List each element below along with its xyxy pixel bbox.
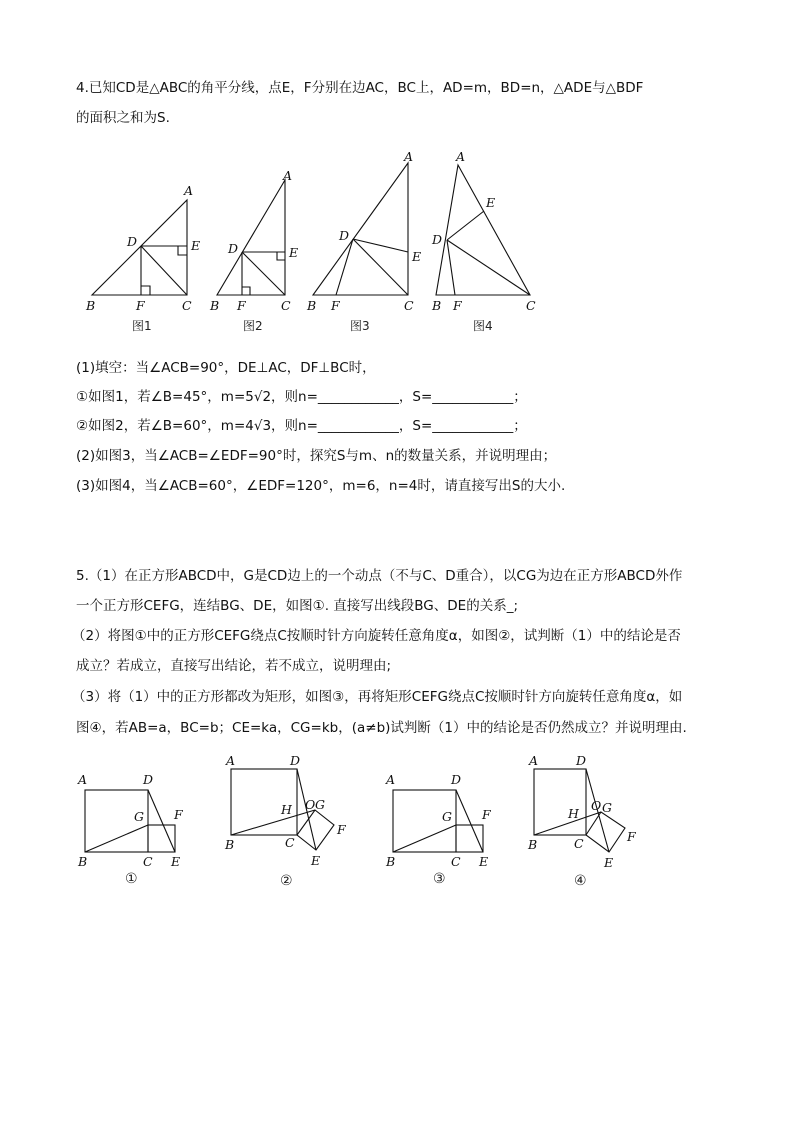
label-c: C bbox=[285, 835, 295, 850]
q4-figure-4 bbox=[428, 145, 553, 340]
label-d: D bbox=[339, 228, 350, 243]
label-e: E bbox=[289, 245, 299, 260]
q4-stem-line1: 4.已知CD是△ABC的角平分线，点E，F分别在边AC，BC上，AD=m，BD=n，△ADE与△BDF bbox=[76, 80, 644, 96]
figure-caption-4: 图4 bbox=[473, 319, 493, 333]
square-cefg bbox=[456, 825, 483, 852]
label-e: E bbox=[191, 238, 201, 253]
q5-line6: 图④，若AB=a，BC=b；CE=ka，CG=kb，(a≠b)试判断（1）中的结论是否仍然成立？并说明理由. bbox=[76, 720, 687, 736]
segment-bg bbox=[393, 825, 456, 852]
right-angle-mark-f bbox=[141, 286, 150, 295]
label-b: B bbox=[86, 298, 96, 313]
figure-caption-1: 图1 bbox=[132, 319, 152, 333]
label-f: F bbox=[174, 807, 183, 822]
label-b: B bbox=[432, 298, 442, 313]
label-d: D bbox=[127, 234, 138, 249]
label-d: D bbox=[432, 232, 443, 247]
segment-bg bbox=[85, 825, 148, 852]
segment-dc bbox=[242, 252, 285, 295]
figure-caption-4: ④ bbox=[574, 873, 587, 889]
right-angle-mark-e bbox=[277, 252, 285, 260]
triangle-abc bbox=[92, 200, 187, 295]
label-a: A bbox=[78, 772, 88, 787]
q4-part1a: ①如图1，若∠B=45°，m=5√2，则n=____________，S=____________； bbox=[76, 389, 527, 405]
label-b: B bbox=[78, 854, 88, 869]
q5-figure-2 bbox=[220, 752, 360, 892]
q4-figure-1 bbox=[80, 180, 210, 340]
segment-dc bbox=[141, 246, 187, 295]
label-e: E bbox=[604, 855, 614, 870]
label-o: O bbox=[591, 798, 602, 813]
label-d: D bbox=[228, 241, 239, 256]
label-e: E bbox=[311, 853, 321, 868]
q4-stem-line2: 的面积之和为S. bbox=[76, 110, 170, 126]
label-e: E bbox=[171, 854, 181, 869]
label-h: H bbox=[568, 806, 579, 821]
label-b: B bbox=[307, 298, 317, 313]
label-e: E bbox=[412, 249, 422, 264]
segment-dc bbox=[353, 239, 408, 295]
segment-de bbox=[148, 790, 175, 852]
label-a: A bbox=[529, 753, 539, 768]
label-a: A bbox=[184, 183, 194, 198]
label-c: C bbox=[182, 298, 192, 313]
label-f: F bbox=[331, 298, 340, 313]
q5-figure-1 bbox=[72, 766, 202, 896]
label-d: D bbox=[290, 753, 301, 768]
label-b: B bbox=[225, 837, 235, 852]
q5-line2: 一个正方形CEFG，连结BG、DE，如图①. 直接写出线段BG、DE的关系_; bbox=[76, 598, 518, 614]
rectangle-abcd bbox=[534, 769, 586, 835]
label-d: D bbox=[576, 753, 587, 768]
label-b: B bbox=[386, 854, 396, 869]
figure-caption-1: ① bbox=[125, 871, 138, 887]
segment-df bbox=[447, 240, 455, 295]
q4-figure-2 bbox=[205, 165, 315, 340]
segment-de bbox=[353, 239, 408, 252]
label-a: A bbox=[386, 772, 396, 787]
label-c: C bbox=[451, 854, 461, 869]
q5-figure-4 bbox=[526, 752, 666, 892]
label-f: F bbox=[237, 298, 246, 313]
q5-line1: 5.（1）在正方形ABCD中，G是CD边上的一个动点（不与C、D重合），以CG为边在正方形ABCD外作 bbox=[76, 568, 683, 584]
triangle-abc bbox=[313, 163, 408, 295]
label-g: G bbox=[602, 800, 612, 815]
label-f: F bbox=[337, 822, 346, 837]
label-g: G bbox=[134, 809, 144, 824]
q5-line5: （3）将（1）中的正方形都改为矩形，如图③，再将矩形CEFG绕点C按顺时针方向旋转任意角度α，如 bbox=[72, 689, 683, 705]
label-b: B bbox=[210, 298, 220, 313]
segment-df bbox=[336, 239, 353, 295]
q5-figure-3 bbox=[380, 766, 510, 896]
triangle-abc bbox=[436, 165, 530, 295]
q4-part3: (3)如图4，当∠ACB=60°，∠EDF=120°，m=6，n=4时，请直接写出S的大小. bbox=[76, 478, 566, 494]
segment-de bbox=[456, 790, 483, 852]
q5-line4: 成立？若成立，直接写出结论，若不成立，说明理由; bbox=[76, 658, 392, 674]
label-f: F bbox=[482, 807, 491, 822]
segment-dc bbox=[447, 240, 530, 295]
figure-caption-2: 图2 bbox=[243, 319, 263, 333]
figure-caption-3: 图3 bbox=[350, 319, 370, 333]
rectangle-cefg bbox=[586, 812, 625, 852]
segment-bg bbox=[231, 810, 315, 835]
label-c: C bbox=[281, 298, 291, 313]
label-g: G bbox=[442, 809, 452, 824]
label-d: D bbox=[451, 772, 462, 787]
q5-line3: （2）将图①中的正方形CEFG绕点C按顺时针方向旋转任意角度α，如图②，试判断（1）中的结论是否 bbox=[72, 628, 681, 644]
label-a: A bbox=[404, 149, 414, 164]
q4-part1: (1)填空：当∠ACB=90°，DE⊥AC，DF⊥BC时， bbox=[76, 360, 376, 376]
segment-de bbox=[447, 211, 484, 240]
label-c: C bbox=[574, 836, 584, 851]
label-b: B bbox=[528, 837, 538, 852]
label-e: E bbox=[479, 854, 489, 869]
label-f: F bbox=[453, 298, 462, 313]
triangle-abc bbox=[217, 180, 285, 295]
q4-part2: (2)如图3，当∠ACB=∠EDF=90°时，探究S与m、n的数量关系，并说明理由； bbox=[76, 448, 557, 464]
label-e: E bbox=[486, 195, 496, 210]
label-f: F bbox=[136, 298, 145, 313]
label-c: C bbox=[404, 298, 414, 313]
label-a: A bbox=[456, 149, 466, 164]
label-a: A bbox=[283, 168, 293, 183]
q4-figure-3 bbox=[305, 145, 435, 340]
label-c: C bbox=[526, 298, 536, 313]
label-c: C bbox=[143, 854, 153, 869]
square-cefg bbox=[148, 825, 175, 852]
right-angle-mark-e bbox=[178, 246, 187, 255]
square-cefg bbox=[297, 810, 334, 850]
label-d: D bbox=[143, 772, 154, 787]
figure-caption-3: ③ bbox=[433, 871, 446, 887]
label-h: H bbox=[281, 802, 292, 817]
label-f: F bbox=[627, 829, 636, 844]
label-o: O bbox=[305, 797, 316, 812]
q4-part1b: ②如图2，若∠B=60°，m=4√3，则n=____________，S=____________； bbox=[76, 418, 527, 434]
label-a: A bbox=[226, 753, 236, 768]
right-angle-mark-f bbox=[242, 287, 250, 295]
label-g: G bbox=[315, 797, 325, 812]
figure-caption-2: ② bbox=[280, 873, 293, 889]
